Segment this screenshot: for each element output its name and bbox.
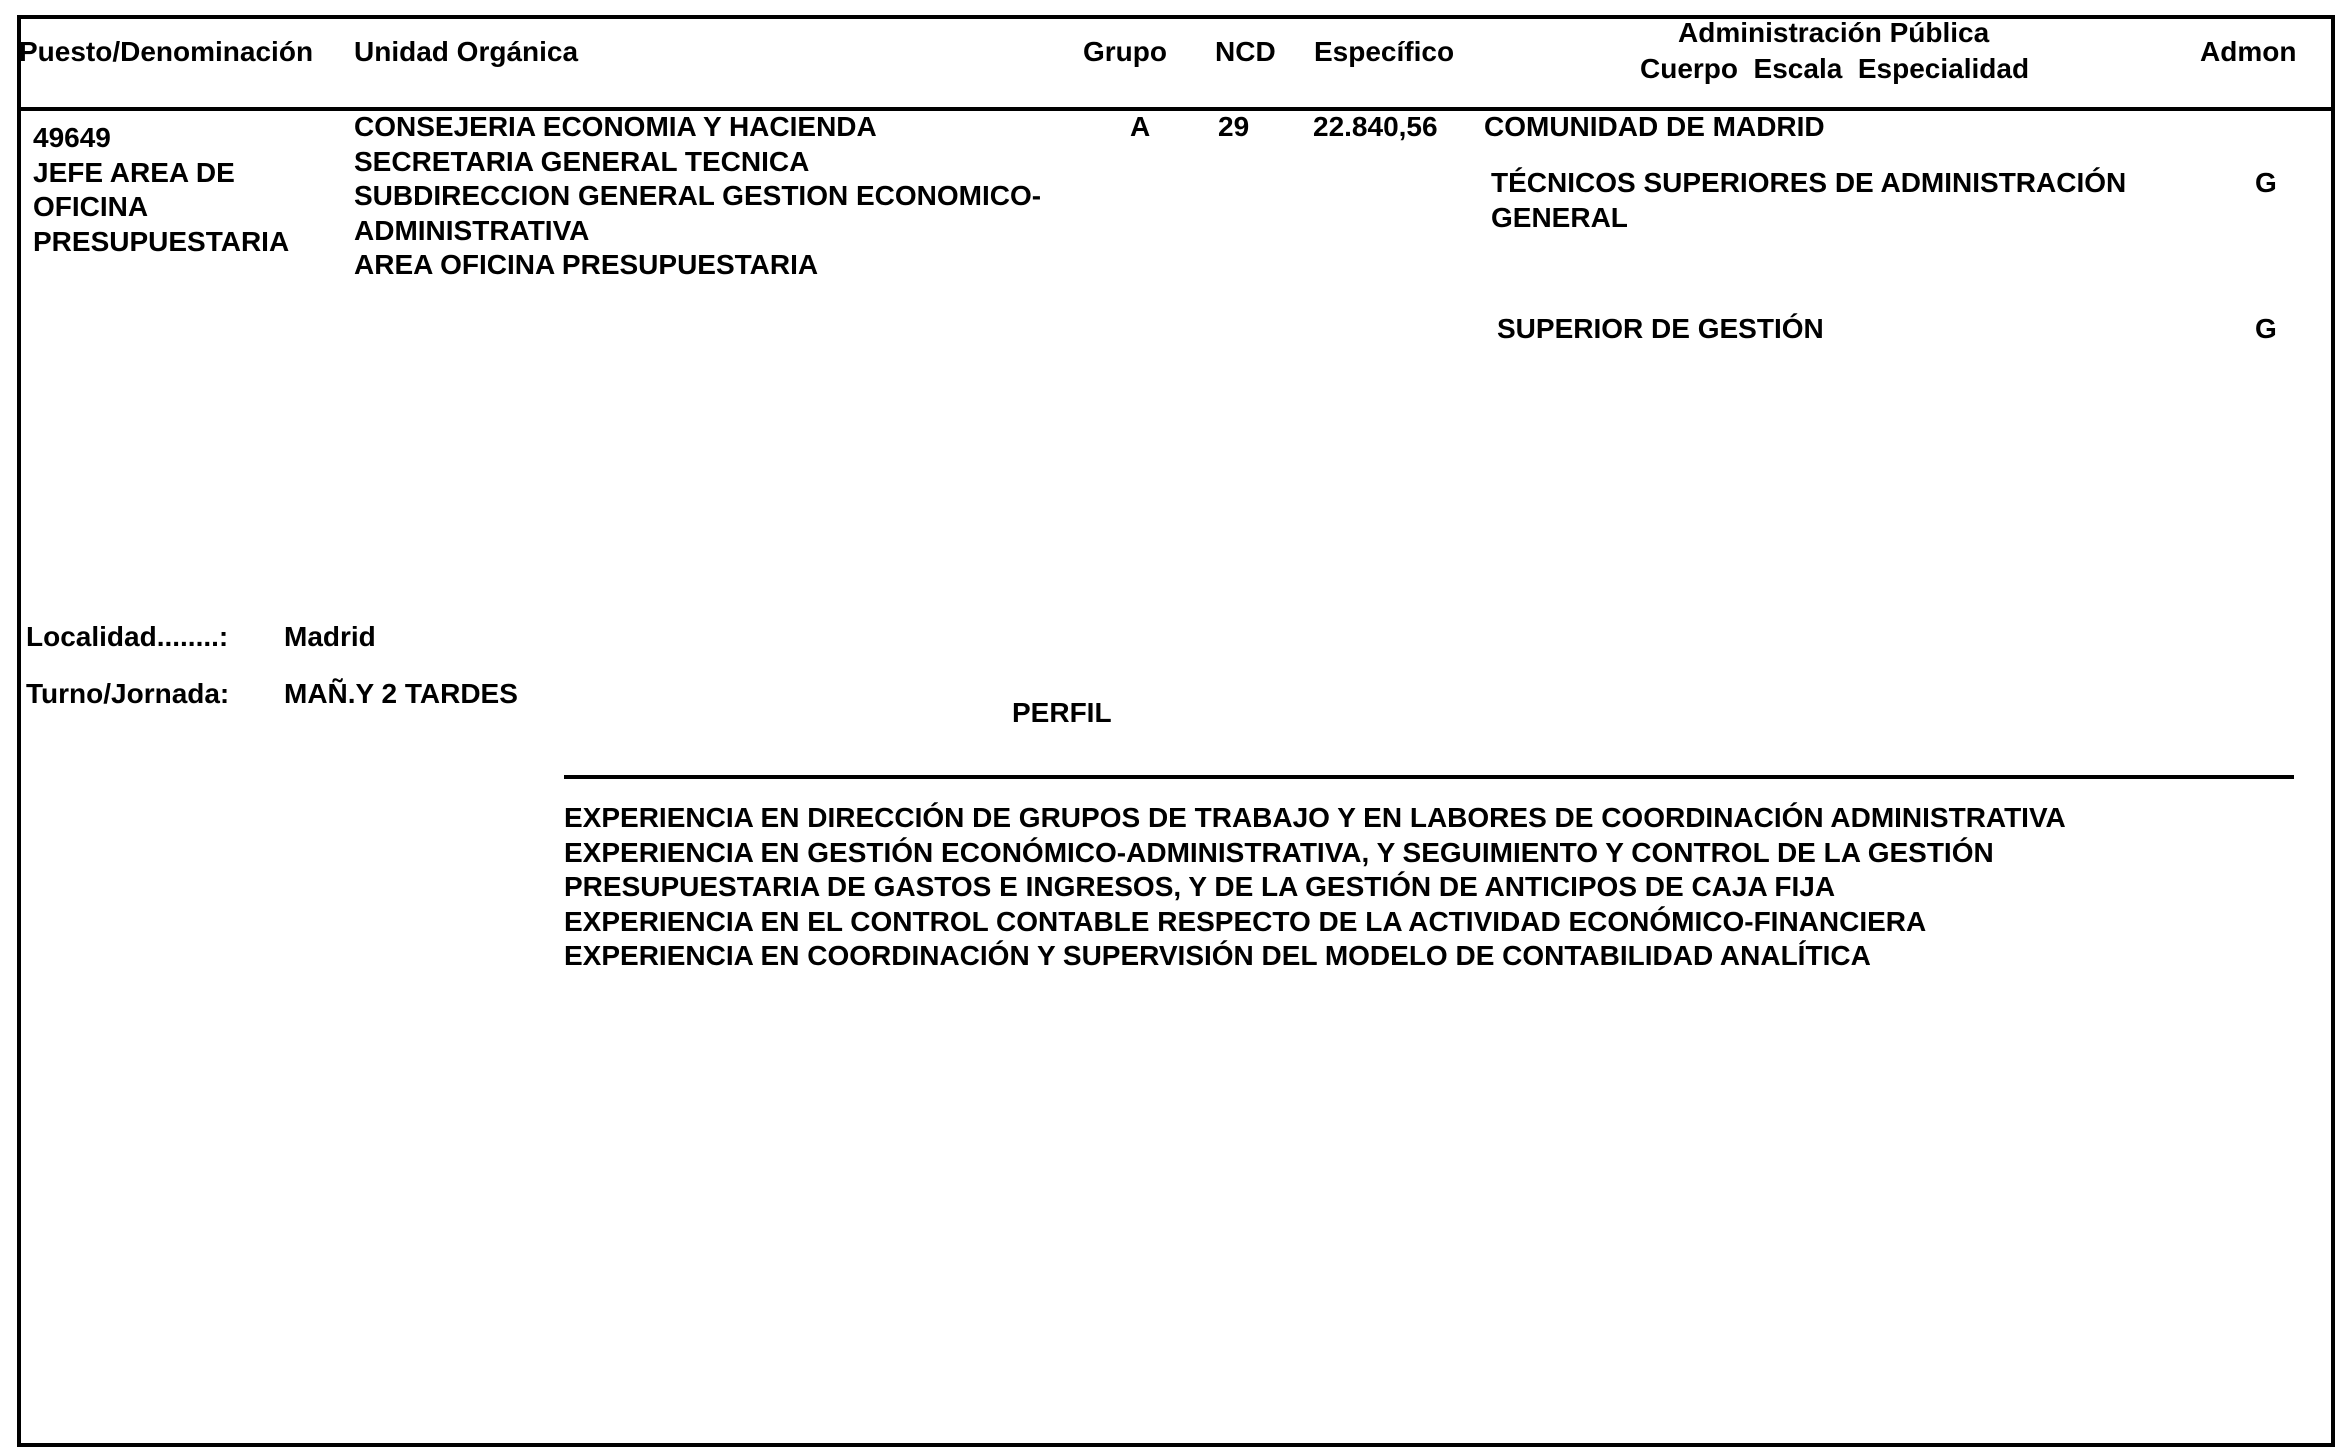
perfil-line: EXPERIENCIA EN GESTIÓN ECONÓMICO-ADMINISTRATIVA, Y SEGUIMIENTO Y CONTROL DE LA GESTIÓN: [564, 836, 1994, 868]
puesto-name-line: PRESUPUESTARIA: [33, 225, 290, 257]
perfil-title: PERFIL: [1012, 697, 1112, 728]
header-cuerpo-escala: Cuerpo Escala Especialidad: [1640, 53, 2030, 84]
unidad-line: CONSEJERIA ECONOMIA Y HACIENDA: [354, 111, 877, 142]
turno-value: MAÑ.Y 2 TARDES: [284, 678, 518, 709]
unidad-line: ADMINISTRATIVA: [354, 214, 590, 246]
perfil-line: PRESUPUESTARIA DE GASTOS E INGRESOS, Y DE LA GESTIÓN DE ANTICIPOS DE CAJA FIJA: [564, 871, 1836, 902]
cuerpo-1-line: TÉCNICOS SUPERIORES DE ADMINISTRACIÓN: [1491, 167, 2127, 198]
unidad-line: SUBDIRECCION GENERAL GESTION ECONOMICO-: [354, 180, 1042, 211]
header-admin-publica: Administración Pública: [1678, 17, 1990, 48]
header-admon: Admon: [2200, 36, 2297, 67]
header-puesto: Puesto/Denominación: [19, 36, 314, 67]
header-ncd: NCD: [1215, 36, 1276, 67]
especifico-value: 22.840,56: [1313, 111, 1438, 142]
puesto-name-line: OFICINA: [33, 191, 149, 222]
perfil-divider: [564, 775, 2294, 779]
unidad-cell: [354, 110, 1041, 283]
grupo-value: A: [1130, 111, 1151, 142]
header-grupo: Grupo: [1083, 36, 1167, 67]
administracion-value: COMUNIDAD DE MADRID: [1484, 111, 1825, 142]
perfil-line: EXPERIENCIA EN DIRECCIÓN DE GRUPOS DE TRABAJO Y EN LABORES DE COORDINACIÓN ADMINISTRATIVA: [564, 802, 2066, 833]
puesto-cell: [33, 121, 289, 259]
puesto-code: 49649: [33, 122, 111, 153]
header-especifico: Específico: [1314, 36, 1455, 67]
unidad-line: SECRETARIA GENERAL TECNICA: [354, 145, 810, 177]
cuerpo-1-admon: G: [2255, 167, 2277, 198]
turno-label: Turno/Jornada:: [26, 678, 230, 709]
cuerpo-1-line: GENERAL: [1491, 201, 1628, 233]
unidad-line: AREA OFICINA PRESUPUESTARIA: [354, 249, 819, 280]
cuerpo-2: SUPERIOR DE GESTIÓN: [1497, 313, 1824, 344]
localidad-value: Madrid: [284, 621, 376, 652]
perfil-line: EXPERIENCIA EN COORDINACIÓN Y SUPERVISIÓN DEL MODELO DE CONTABILIDAD ANALÍTICA: [564, 940, 1871, 971]
cuerpo-1: [1491, 166, 2126, 235]
header-unidad: Unidad Orgánica: [354, 36, 579, 67]
ncd-value: 29: [1218, 111, 1250, 142]
perfil-text: [564, 801, 2066, 974]
perfil-line: EXPERIENCIA EN EL CONTROL CONTABLE RESPECTO DE LA ACTIVIDAD ECONÓMICO-FINANCIERA: [564, 905, 1927, 937]
cuerpo-2-admon: G: [2255, 313, 2277, 344]
localidad-label: Localidad........:: [26, 621, 229, 652]
puesto-name-line: JEFE AREA DE: [33, 156, 235, 188]
